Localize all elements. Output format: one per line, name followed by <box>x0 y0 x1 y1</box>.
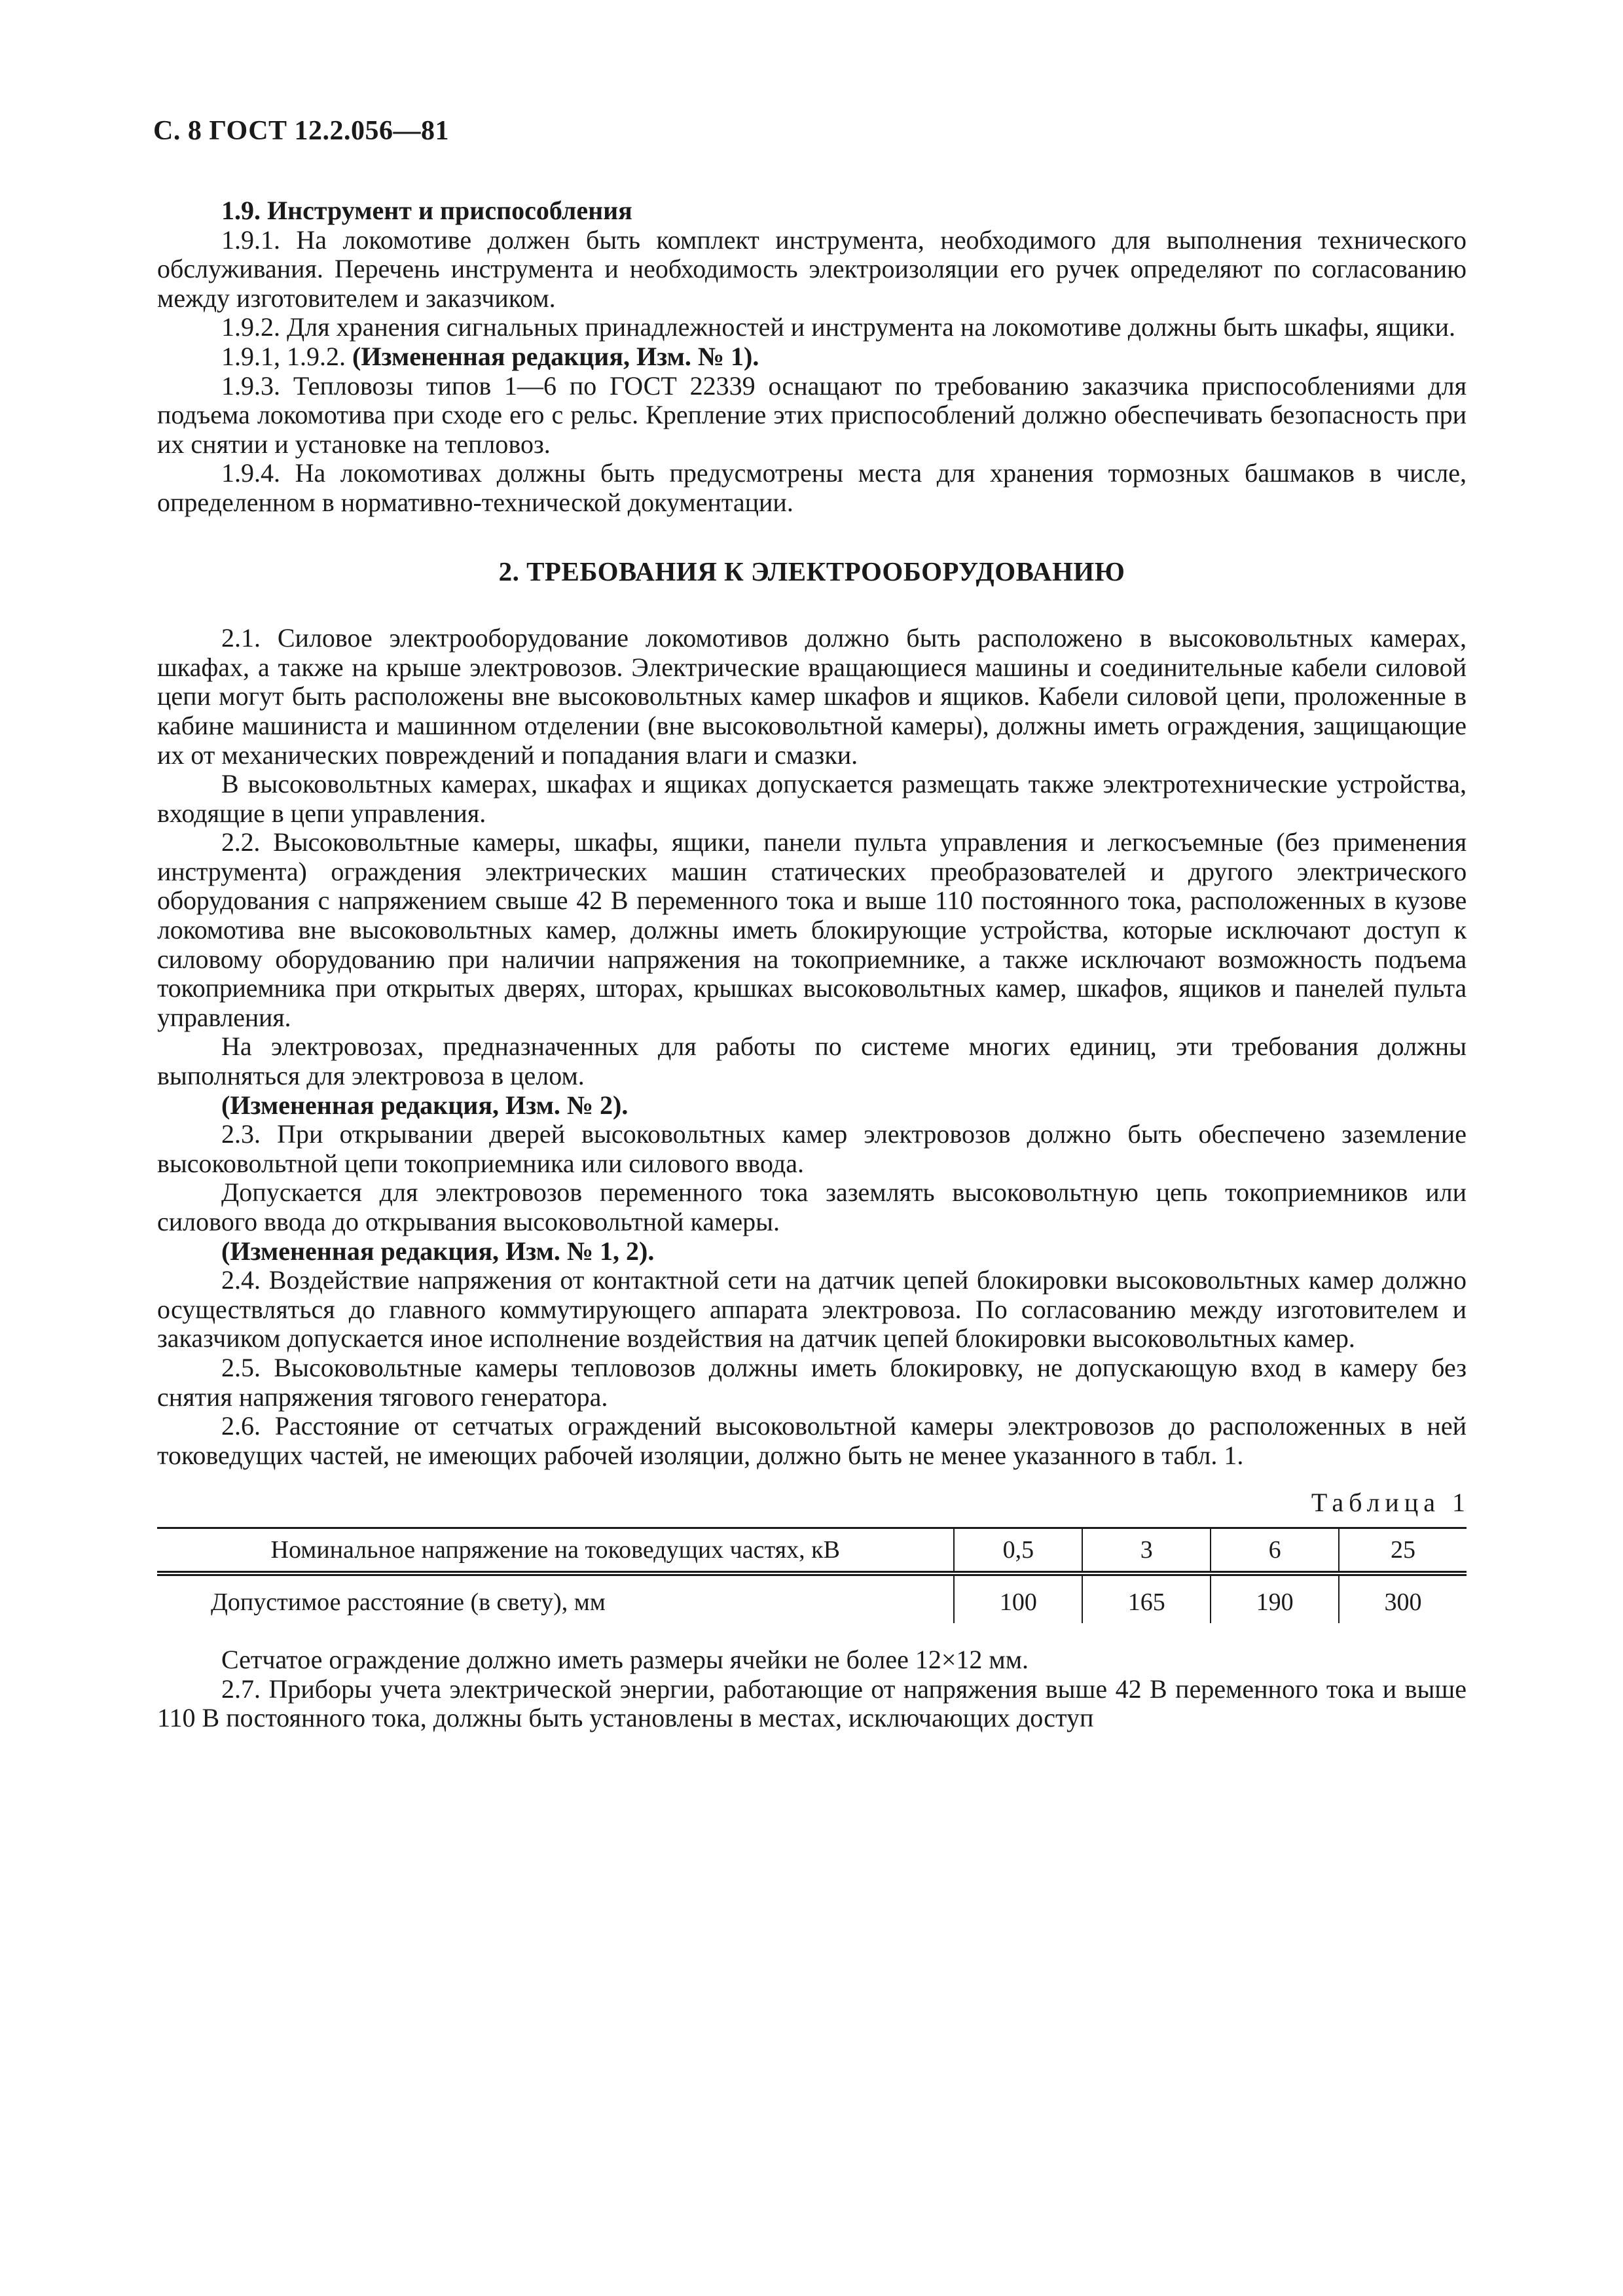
amendment-note-1-9 <box>157 342 1467 372</box>
table-cell: 6 <box>1211 1528 1339 1573</box>
paragraph-2-6: 2.6. Расстояние от сетчатых ограждений высоковольтной камеры электровозов до расположенных в ней токоведущих частей, не имеющих рабочей изоляции, должно быть не менее указанного в табл. 1. <box>157 1411 1467 1470</box>
table-cell: 165 <box>1082 1573 1211 1623</box>
table-cell: 0,5 <box>954 1528 1082 1573</box>
paragraph-2-5: 2.5. Высоковольтные камеры тепловозов должны иметь блокировку, не допускающую вход в камеру без снятия напряжения тягового генератора. <box>157 1352 1467 1412</box>
paragraph-2-7: 2.7. Приборы учета электрической энергии, работающие от напряжения выше 42 В переменного тока и выше 110 В постоянного тока, должны быть установлены в местах, исключающих доступ <box>157 1674 1467 1733</box>
table-row <box>157 1573 1467 1623</box>
table-cell-label: Допустимое расстояние (в свету), мм <box>211 1588 606 1616</box>
table-cell: 25 <box>1339 1528 1467 1573</box>
amendment-note-2: (Измененная редакция, Изм. № 2). <box>221 1090 629 1120</box>
paragraph-2-2-cont: На электровозах, предназначенных для работы по системе многих единиц, эти требования должны выполняться для электровоза в целом. <box>157 1031 1467 1091</box>
paragraph-2-1-cont: В высоковольтных камерах, шкафах и ящиках допускается размещать также электротехнические устройства, входящие в цепи управления. <box>157 769 1467 828</box>
paragraph-2-1: 2.1. Силовое электрооборудование локомотивов должно быть расположено в высоковольтных камерах, шкафах, а также на крыше электровозов. Электрические вращающиеся машины и соединительные кабели силовой цепи могут быть расположены вне высоковольтных камер шкафов и ящиков. Кабели силовой цепи, проложенные в кабине машиниста и машинном отделении (вне высоковольтной камеры), должны иметь ограждения, защищающие их от механических повреждений и попадания влаги и смазки. <box>157 623 1467 770</box>
paragraph-1-9-1: 1.9.1. На локомотиве должен быть комплект инструмента, необходимого для выполнения технического обслуживания. Перечень инструмента и необходимость электроизоляции его ручек определяют по согласованию между изготовителем и заказчиком. <box>157 224 1467 313</box>
paragraph-2-4: 2.4. Воздействие напряжения от контактной сети на датчик цепей блокировки высоковольтных камер должно осуществляться до главного коммутирующего аппарата электровоза. По согласованию между изготовителем и заказчиком допускается иное исполнение воздействия на датчик цепей блокировки высоковольтных камер. <box>157 1265 1467 1354</box>
paragraph-2-2: 2.2. Высоковольтные камеры, шкафы, ящики, панели пульта управления и легкосъемные (без применения инструмента) ограждения электрических машин статических преобразователей и другого электрического оборудования с напряжением свыше 42 В переменного тока и выше 110 постоянного тока, расположенных в кузове локомотива вне высоковольтных камер, должны иметь блокирующие устройства, которые исключают доступ к силовому оборудованию при наличии напряжения на токоприемнике, а также исключают возможность подъема токоприемника при открытых дверях, шторах, крышках высоковольтных камер, шкафов, ящиков и панелей пульта управления. <box>157 827 1467 1032</box>
section-1-9-title: 1.9. Инструмент и приспособления <box>221 196 632 225</box>
table-caption: Таблица 1 <box>1311 1488 1470 1518</box>
table-1 <box>157 1527 1467 1623</box>
amendment-note-1-2: (Измененная редакция, Изм. № 1, 2). <box>221 1236 655 1266</box>
table-cell: 100 <box>954 1573 1082 1623</box>
paragraph-2-3: 2.3. При открывании дверей высоковольтных камер электровозов должно быть обеспечено заземление высоковольтной цепи токоприемника или силового ввода. <box>157 1119 1467 1178</box>
paragraph-1-9-3: 1.9.3. Тепловозы типов 1—6 по ГОСТ 22339 оснащают по требованию заказчика приспособлениями для подъема локомотива при сходе его с рельс. Крепление этих приспособлений должно обеспечивать безопасность при их снятии и установке на тепловоз. <box>157 370 1467 459</box>
document-body <box>157 196 1470 1733</box>
table-cell: 190 <box>1211 1573 1339 1623</box>
page-header: С. 8 ГОСТ 12.2.056—81 <box>153 116 450 146</box>
paragraph-1-9-2: 1.9.2. Для хранения сигнальных принадлежностей и инструмента на локомотиве должны быть шкафы, ящики. <box>221 312 1455 342</box>
table-cell: 3 <box>1082 1528 1211 1573</box>
table-cell: 300 <box>1339 1573 1467 1623</box>
section-2-title: 2. ТРЕБОВАНИЯ К ЭЛЕКТРООБОРУДОВАНИЮ <box>498 556 1125 586</box>
amendment-ref: 1.9.1, 1.9.2. <box>221 341 352 371</box>
paragraph-1-9-4: 1.9.4. На локомотивах должны быть предусмотрены места для хранения тормозных башмаков в числе, определенном в нормативно-технической документации. <box>157 458 1467 517</box>
paragraph-2-3-cont: Допускается для электровозов переменного тока заземлять высоковольтную цепь токоприемников или силового ввода до открывания высоковольтной камеры. <box>157 1177 1467 1236</box>
paragraph-mesh: Сетчатое ограждение должно иметь размеры ячейки не более 12×12 мм. <box>221 1644 1029 1674</box>
table-row <box>157 1528 1467 1573</box>
table-cell-label: Номинальное напряжение на токоведущих частях, кВ <box>157 1528 954 1573</box>
amendment-text: (Измененная редакция, Изм. № 1). <box>352 341 759 371</box>
